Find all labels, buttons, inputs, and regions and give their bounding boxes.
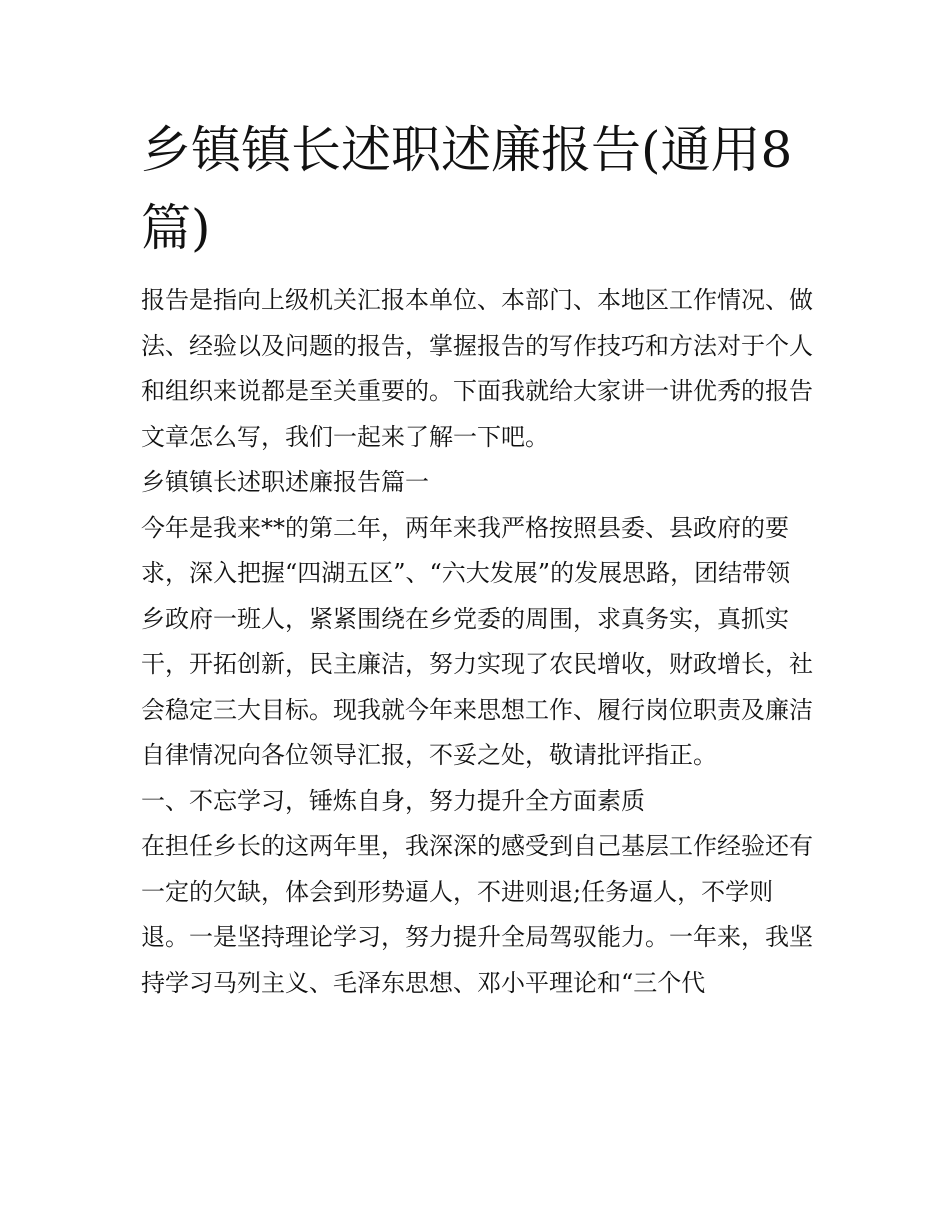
body-paragraph: 今年是我来**的第二年，两年来我严格按照县委、县政府的要求，深入把握“四湖五区”、“六大发展”的发展思路，团结带领乡政府一班人，紧紧围绕在乡党委的周围，求真务实，真抓实干，开拓创新，民主廉洁，努力实现了农民增收，财政增长，社会稳定三大目标。现我就今年来思想工作、履行岗位职责及廉洁自律情况向各位领导汇报，不妥之处，敬请批评指正。 <box>141 513 813 769</box>
document-body <box>141 278 813 1006</box>
section-title: 乡镇镇长述职述廉报告篇一 <box>141 468 429 496</box>
body-paragraph: 在担任乡长的这两年里，我深深的感受到自己基层工作经验还有一定的欠缺，体会到形势逼人，不进则退;任务逼人，不学则退。一是坚持理论学习，努力提升全局驾驭能力。一年来，我坚持学习马列主义、毛泽东思想、邓小平理论和“三个代 <box>141 832 813 997</box>
document-title: 乡镇镇长述职述廉报告(通用8篇) <box>141 121 793 257</box>
subheading: 一、不忘学习，锤炼自身，努力提升全方面素质 <box>141 786 645 815</box>
intro-paragraph: 报告是指向上级机关汇报本单位、本部门、本地区工作情况、做法、经验以及问题的报告，掌握报告的写作技巧和方法对于个人和组织来说都是至关重要的。下面我就给大家讲一讲优秀的报告文章怎么写，我们一起来了解一下吧。 <box>141 286 813 451</box>
